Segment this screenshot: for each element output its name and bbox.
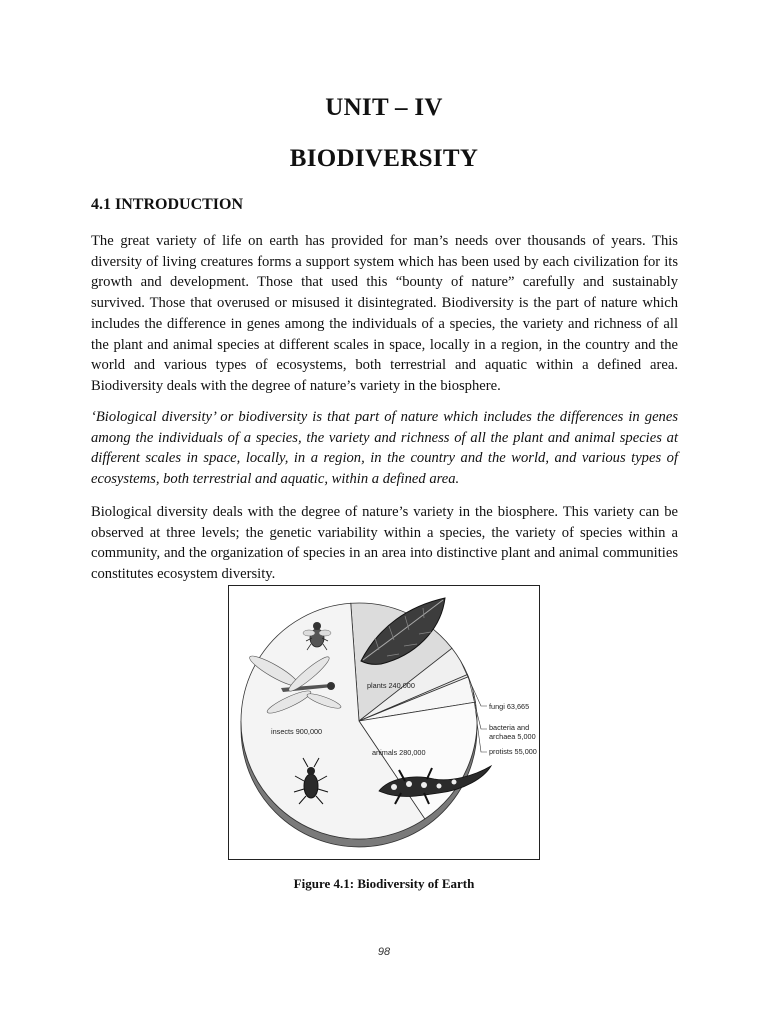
page-number: 98 bbox=[377, 946, 391, 958]
section-heading: 4.1 INTRODUCTION bbox=[91, 196, 244, 213]
label-animals: animals 280,000 bbox=[372, 748, 426, 757]
biodiversity-pie-chart bbox=[229, 586, 540, 860]
figure-caption: Figure 4.1: Biodiversity of Earth bbox=[293, 876, 475, 891]
label-plants: plants 240,000 bbox=[367, 681, 415, 690]
biodiversity-figure bbox=[228, 585, 540, 860]
definition-paragraph: ‘Biological diversity’ or biodiversity is that part of nature which includes the differences in genes among the individuals of a species, the variety and richness of all the plant and animal species at different scales in space, locally, in a region, in the country and the world, and various types of ecosystems, both terrestrial and aquatic, within a defined area. bbox=[91, 409, 678, 488]
subject-title: BIODIVERSITY bbox=[289, 145, 479, 172]
label-fungi: fungi 63,665 bbox=[489, 702, 530, 711]
pie-slices bbox=[241, 603, 477, 839]
intro-paragraph: The great variety of life on earth has provided for man’s needs over thousands of years. This diversity of living creatures forms a support system which has been used by each civilization for its growth and development. Those that used this “bounty of nature” carefully and sustainably survived. Those that overused or misused it disintegrated. Biodiversity is the part of nature which includes the difference in genes among the individuals of a species, the variety and richness of all the plant and animal species at different scales in space, locally in a region, in the country and the world and various types of ecosystems, both terrestrial and aquatic within a defined area. Biodiversity deals with the degree of nature’s variety in the biosphere. bbox=[91, 233, 678, 394]
label-bacteria-line1: bacteria and bbox=[489, 723, 530, 732]
unit-title: UNIT – IV bbox=[325, 94, 443, 121]
label-protists: protists 55,000 bbox=[489, 747, 537, 756]
label-insects: insects 900,000 bbox=[271, 727, 323, 736]
label-bacteria-line2: archaea 5,000 bbox=[489, 732, 536, 741]
levels-paragraph: Biological diversity deals with the degree of nature’s variety in the biosphere. This variety can be observed at three levels; the genetic variability within a species, the variety of species within a community, and the organization of species in an area into distinctive plant and animal communities constitutes ecosystem diversity. bbox=[91, 504, 678, 583]
